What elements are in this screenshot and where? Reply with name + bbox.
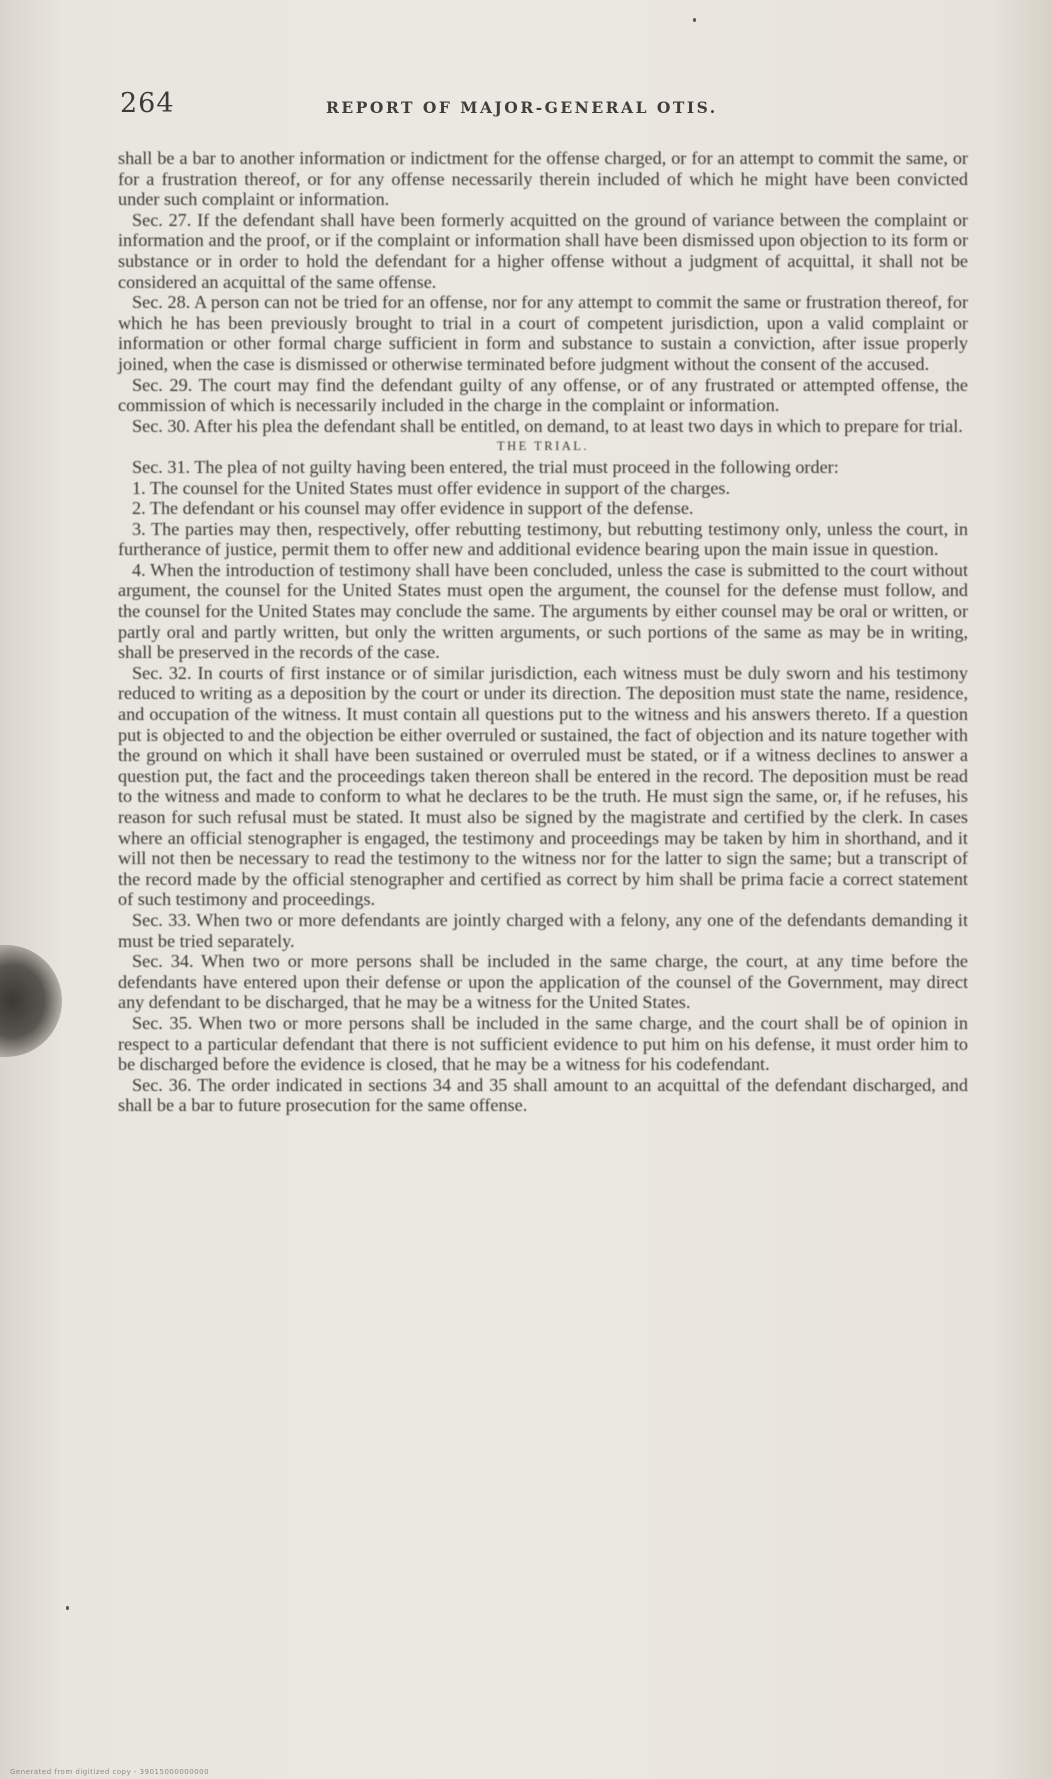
paragraph-sec-36: Sec. 36. The order indicated in sections 34 and 35 shall amount to an acquittal of the defendant discharged, and shall be a bar to future prosecution for the same offense.	[118, 1074, 968, 1116]
paragraph-sec-34: Sec. 34. When two or more persons shall be included in the same charge, the court, at any time before the defendants have entered upon their defense or upon the application of the counsel of the Government, may direct any defendant to be discharged, that he may be a witness for the United States.	[118, 951, 968, 1013]
paragraph-sec-30: Sec. 30. After his plea the defendant shall be entitled, on demand, to at least two days in which to prepare for trial.	[132, 415, 963, 436]
running-head: REPORT OF MAJOR-GENERAL OTIS.	[326, 98, 718, 117]
section-title: THE TRIAL.	[496, 439, 590, 454]
paragraph-sec-32: Sec. 32. In courts of first instance or of similar jurisdiction, each witness must be duly sworn and his testimony reduced to writing as a deposition by the court or under its direction. The deposition must state the name, residence, and occupation of the witness. It must contain all questions put to the witness and his answers thereto. If a question put is objected to and the objection be either overruled or sustained, the fact of objection and its nature together with the ground on which it shall have been sustained or overruled must be stated, or if a witness declines to answer a question put, the fact and the proceedings taken thereon shall be entered in the record. The deposition must be read to the witness and made to conform to what he declares to be the truth. He must sign the same, or, if he refuses, his reason for such refusal must be stated. It must also be signed by the magistrate and certified by the clerk. In cases where an official stenographer is engaged, the testimony and proceedings may be taken by him in shorthand, and it will not then be necessary to read the testimony to the witness nor for the latter to sign the same; but a transcript of the record made by the official stenographer and certified as correct by him shall be prima facie a correct statement of such testimony and proceedings.	[118, 662, 968, 910]
page-number: 264	[120, 88, 175, 119]
paragraph-continuation: shall be a bar to another information or indictment for the offense charged, or for an attempt to commit the same, or for a frustration thereof, or for any offense necessarily therein included of which he might have been convicted under such complaint or information.	[118, 148, 968, 210]
page-header	[120, 88, 970, 128]
digitization-footer: Generated from digitized copy - 39015000000000	[10, 1768, 210, 1776]
scan-speck	[66, 1606, 69, 1610]
list-item: 2. The defendant or his counsel may offer evidence in support of the defense.	[132, 498, 694, 519]
paragraph-sec-35: Sec. 35. When two or more persons shall be included in the same charge, and the court shall be of opinion in respect to a particular defendant that there is not sufficient evidence to put him on his defense, it must order him to be discharged before the evidence is closed, that he may be a witness for his codefendant.	[118, 1012, 968, 1075]
paragraph-sec-29: Sec. 29. The court may find the defendant guilty of any offense, or of any frustrated or attempted offense, the commission of which is necessarily included in the charge in the complaint or information.	[118, 374, 968, 416]
paragraph-sec-27: Sec. 27. If the defendant shall have been formerly acquitted on the ground of variance between the complaint or information and the proof, or if the complaint or information shall have been dismissed upon objection to its form or substance or in order to hold the defendant for a higher offense without a judgment of acquittal, it shall not be considered an acquittal of the same offense.	[118, 209, 968, 292]
paragraph-sec-33: Sec. 33. When two or more defendants are jointly charged with a felony, any one of the defendants demanding it must be tried separately.	[118, 909, 968, 951]
paragraph-sec-28: Sec. 28. A person can not be tried for an offense, nor for any attempt to commit the same or frustration thereof, for which he has been previously brought to trial in a court of competent jurisdiction, upon a valid complaint or information or other formal charge sufficient in form and substance to sustain a conviction, after issue properly joined, when the case is dismissed or otherwise terminated before judgment without the consent of the accused.	[118, 292, 968, 374]
paragraph-sec-31: Sec. 31. The plea of not guilty having been entered, the trial must proceed in the following order:	[132, 456, 839, 477]
scan-speck	[693, 18, 696, 22]
list-item: 3. The parties may then, respectively, offer rebutting testimony, but rebutting testimony only, unless the court, in furtherance of justice, permit them to offer new and additional evidence bearing upon the main issue in question.	[118, 518, 968, 560]
scan-thumb-shadow	[0, 945, 62, 1057]
list-item: 1. The counsel for the United States must offer evidence in support of the charges.	[132, 477, 731, 498]
body-text	[118, 148, 968, 1116]
list-item: 4. When the introduction of testimony shall have been concluded, unless the case is submitted to the court without argument, the counsel for the United States must open the argument, the counsel for the defense must follow, and the counsel for the United States may conclude the same. The arguments by either counsel may be oral or written, or partly oral and partly written, but only the written arguments, or such portions of the same as may be in writing, shall be preserved in the records of the case.	[118, 559, 968, 663]
